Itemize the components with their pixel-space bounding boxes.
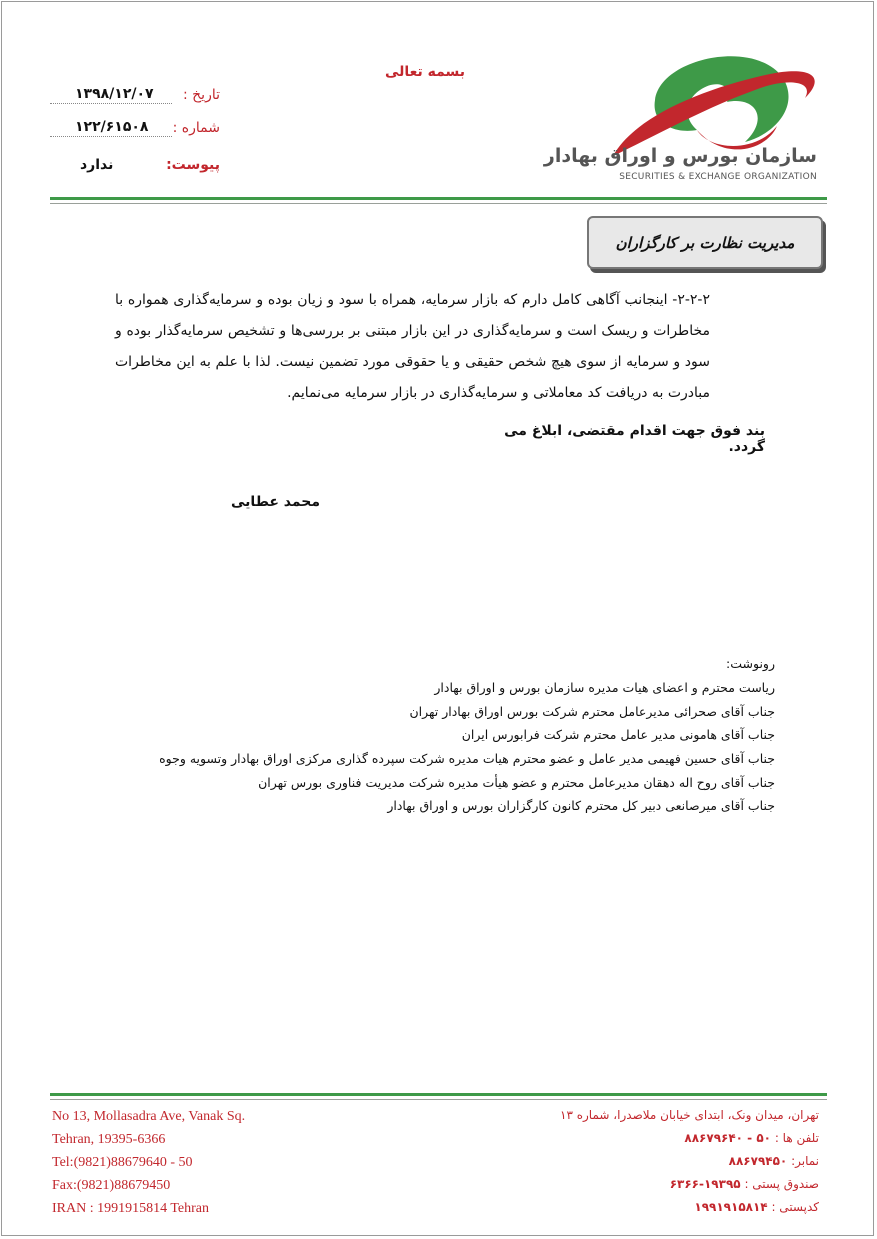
department-box bbox=[587, 216, 823, 269]
number-value: ۱۲۲/۶۱۵۰۸ bbox=[75, 119, 149, 135]
number-dotted-line bbox=[50, 136, 172, 137]
footer-en-fax: Fax:(9821)88679450 bbox=[52, 1178, 171, 1193]
department-title: مدیریت نظارت بر کارگزاران bbox=[615, 233, 795, 252]
footer-address-fa bbox=[520, 1104, 819, 1219]
signatory-name: محمد عطایی bbox=[231, 494, 320, 510]
footer-divider-gray bbox=[50, 1099, 827, 1100]
footer-fa-pobox bbox=[520, 1173, 819, 1196]
cc-recipient: جناب آقای روح اله دهقان مدیرعامل محترم و عضو هیأت مدیره شرکت مدیریت فناوری بورس تهران bbox=[258, 774, 775, 790]
footer-fa-postal-label: کدپستی : bbox=[771, 1200, 819, 1214]
org-name-en: SECURITIES & EXCHANGE ORGANIZATION bbox=[619, 172, 817, 182]
org-name-fa: سازمان بورس و اوراق بهادار bbox=[543, 145, 817, 167]
body-paragraph: ۲-۲-۲- اینجانب آگاهی کامل دارم که بازار سرمایه، همراه با سود و زیان بوده و سرمایه‌گذاری همواره با مخاطرات و ریسک است و سرمایه‌گذاری در این بازار مبتنی بر بررسی‌ها و تشخیص سرمایه‌گذار بوده و سود و سرمایه از سوی هیچ شخص حقیقی و یا حقوقی مورد تضمین نیست. لذا با علم به این مخاطرات مبادرت به دریافت کد معاملاتی و سرمایه‌گذاری در بازار سرمایه می‌نمایم. bbox=[115, 292, 710, 401]
footer-fa-fax-label: نمابر: bbox=[791, 1154, 819, 1168]
footer-fa-phone-label: تلفن ها : bbox=[774, 1131, 819, 1145]
cc-recipient: جناب آقای هامونی مدیر عامل محترم شرکت فرابورس ایران bbox=[461, 727, 775, 743]
footer-en-city: Tehran, 19395-6366 bbox=[52, 1132, 166, 1147]
notice-line: بند فوق جهت اقدام مقتضی، ابلاغ می گردد. bbox=[504, 423, 765, 455]
cc-recipient: ریاست محترم و اعضای هیات مدیره سازمان بورس و اوراق بهادار bbox=[434, 680, 775, 695]
cc-list bbox=[150, 652, 775, 818]
salutation: بسمه تعالی bbox=[384, 64, 466, 80]
footer-fa-fax-value: ۸۸۶۷۹۴۵۰ bbox=[728, 1154, 788, 1168]
footer-fa-address: تهران، میدان ونک، ابتدای خیابان ملاصدرا، شماره ۱۳ bbox=[560, 1108, 819, 1122]
attachment-row bbox=[50, 157, 220, 179]
number-label: شماره : bbox=[172, 120, 220, 136]
footer-fa-pobox-value: ۱۹۳۹۵-۶۳۶۶ bbox=[669, 1177, 741, 1191]
date-row bbox=[50, 87, 220, 109]
footer-fa-phone bbox=[520, 1127, 819, 1150]
attachment-value: ندارد bbox=[80, 157, 114, 173]
header-divider-gray bbox=[50, 203, 827, 204]
footer-address-en bbox=[52, 1105, 352, 1220]
footer-en-postal: IRAN : 1991915814 Tehran bbox=[52, 1201, 210, 1216]
footer-fa-postal-value: ۱۹۹۱۹۱۵۸۱۴ bbox=[694, 1200, 768, 1214]
cc-heading: رونوشت: bbox=[726, 656, 775, 671]
footer-fa-pobox-label: صندوق پستی : bbox=[744, 1177, 819, 1191]
number-row bbox=[50, 120, 220, 142]
date-label: تاریخ : bbox=[182, 87, 220, 103]
footer-fa-fax bbox=[520, 1150, 819, 1173]
cc-recipient: جناب آقای میرصانعی دبیر کل محترم کانون کارگزاران بورس و اوراق بهادار bbox=[387, 798, 775, 814]
footer-en-street: No 13, Mollasadra Ave, Vanak Sq. bbox=[52, 1109, 246, 1124]
date-dotted-line bbox=[50, 103, 172, 104]
footer-fa-postal bbox=[520, 1196, 819, 1219]
footer-divider-green bbox=[50, 1093, 827, 1096]
attachment-label: پیوست: bbox=[166, 157, 220, 173]
header-divider-green bbox=[50, 197, 827, 200]
date-value: ۱۳۹۸/۱۲/۰۷ bbox=[75, 86, 154, 102]
cc-recipient: جناب آقای صحرائی مدیرعامل محترم شرکت بورس اوراق بهادار تهران bbox=[409, 703, 775, 719]
footer-fa-phone-value: ۵۰ - ۸۸۶۷۹۶۴۰ bbox=[684, 1131, 771, 1145]
footer-en-tel: Tel:(9821)88679640 - 50 bbox=[52, 1155, 193, 1170]
cc-recipient: جناب آقای حسین فهیمی مدیر عامل و عضو محترم هیات مدیره شرکت سپرده گذاری مرکزی اوراق بهادار وتسویه وجوه bbox=[159, 751, 775, 767]
